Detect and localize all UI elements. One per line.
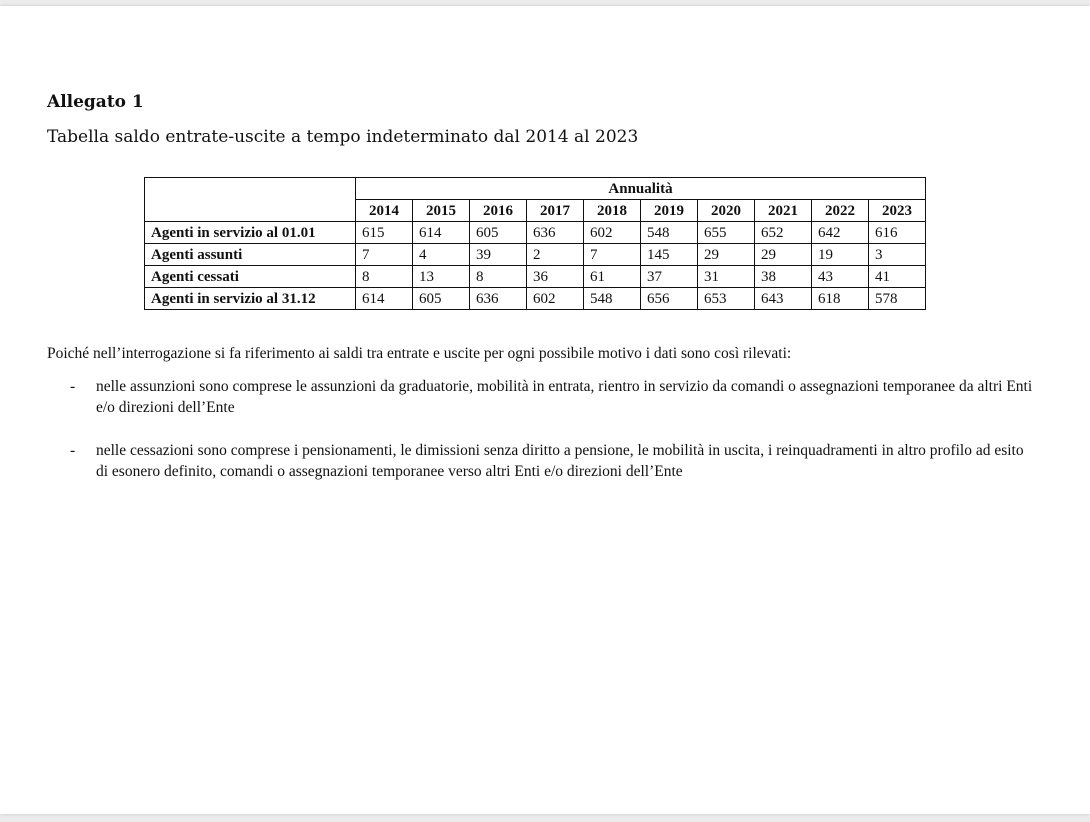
table-corner-cell — [145, 178, 356, 200]
table-corner-cell-lower — [145, 200, 356, 222]
table-cell: 602 — [584, 222, 641, 244]
table-cell: 29 — [698, 244, 755, 266]
table-cell: 61 — [584, 266, 641, 288]
table-cell: 7 — [584, 244, 641, 266]
year-header: 2020 — [698, 200, 755, 222]
table-row — [145, 266, 926, 288]
table-cell: 652 — [755, 222, 812, 244]
table-cell: 615 — [356, 222, 413, 244]
document-page — [0, 6, 1090, 814]
year-header: 2015 — [413, 200, 470, 222]
table-cell: 548 — [584, 288, 641, 310]
document-heading: Allegato 1 — [47, 92, 144, 112]
year-header: 2016 — [470, 200, 527, 222]
table-cell: 655 — [698, 222, 755, 244]
table-cell: 4 — [413, 244, 470, 266]
year-header: 2017 — [527, 200, 584, 222]
table-row — [145, 244, 926, 266]
table-cell: 614 — [356, 288, 413, 310]
intro-paragraph: Poiché nell’interrogazione si fa riferimento ai saldi tra entrate e uscite per ogni possibile motivo i dati sono così rilevati: — [47, 345, 792, 362]
table-cell: 37 — [641, 266, 698, 288]
table-cell: 43 — [812, 266, 869, 288]
year-header: 2018 — [584, 200, 641, 222]
bullet-text: nelle cessazioni sono comprese i pensionamenti, le dimissioni senza diritto a pensione, le mobilità in uscita, i reinquadramenti in altro profilo ad esito di esonero definito, comandi o assegnazioni temporanee verso altri Enti e/o direzioni dell’Ente — [96, 442, 1024, 480]
table-cell: 656 — [641, 288, 698, 310]
annualita-header: Annualità — [356, 178, 926, 200]
table-cell: 636 — [527, 222, 584, 244]
year-header: 2022 — [812, 200, 869, 222]
table-caption: Tabella saldo entrate-uscite a tempo indeterminato dal 2014 al 2023 — [47, 127, 639, 147]
personnel-table — [144, 177, 926, 310]
bullet-dash: - — [70, 442, 76, 459]
year-header: 2023 — [869, 200, 926, 222]
table-cell: 36 — [527, 266, 584, 288]
table-cell: 7 — [356, 244, 413, 266]
table-cell: 8 — [470, 266, 527, 288]
table-cell: 145 — [641, 244, 698, 266]
table-group-header-row — [145, 178, 926, 200]
table-cell: 31 — [698, 266, 755, 288]
table-cell: 41 — [869, 266, 926, 288]
table-cell: 642 — [812, 222, 869, 244]
table-row — [145, 288, 926, 310]
table-cell: 38 — [755, 266, 812, 288]
table-cell: 605 — [470, 222, 527, 244]
table-cell: 605 — [413, 288, 470, 310]
table-cell: 19 — [812, 244, 869, 266]
year-header: 2021 — [755, 200, 812, 222]
table-cell: 39 — [470, 244, 527, 266]
table-cell: 614 — [413, 222, 470, 244]
table-cell: 616 — [869, 222, 926, 244]
table-cell: 3 — [869, 244, 926, 266]
table-cell: 643 — [755, 288, 812, 310]
bullet-dash: - — [70, 378, 76, 395]
table-row — [145, 222, 926, 244]
row-label: Agenti in servizio al 01.01 — [145, 222, 356, 244]
table-cell: 29 — [755, 244, 812, 266]
table-cell: 602 — [527, 288, 584, 310]
row-label: Agenti in servizio al 31.12 — [145, 288, 356, 310]
bullet-text: nelle assunzioni sono comprese le assunzioni da graduatorie, mobilità in entrata, rientro in servizio da comandi o assegnazioni temporanee da altri Enti e/o direzioni dell’Ente — [96, 378, 1033, 416]
row-label: Agenti cessati — [145, 266, 356, 288]
table-year-header-row — [145, 200, 926, 222]
year-header: 2014 — [356, 200, 413, 222]
table-cell: 578 — [869, 288, 926, 310]
table-cell: 13 — [413, 266, 470, 288]
table-cell: 8 — [356, 266, 413, 288]
table-cell: 653 — [698, 288, 755, 310]
table-cell: 548 — [641, 222, 698, 244]
table-cell: 2 — [527, 244, 584, 266]
row-label: Agenti assunti — [145, 244, 356, 266]
table-cell: 618 — [812, 288, 869, 310]
table-cell: 636 — [470, 288, 527, 310]
year-header: 2019 — [641, 200, 698, 222]
